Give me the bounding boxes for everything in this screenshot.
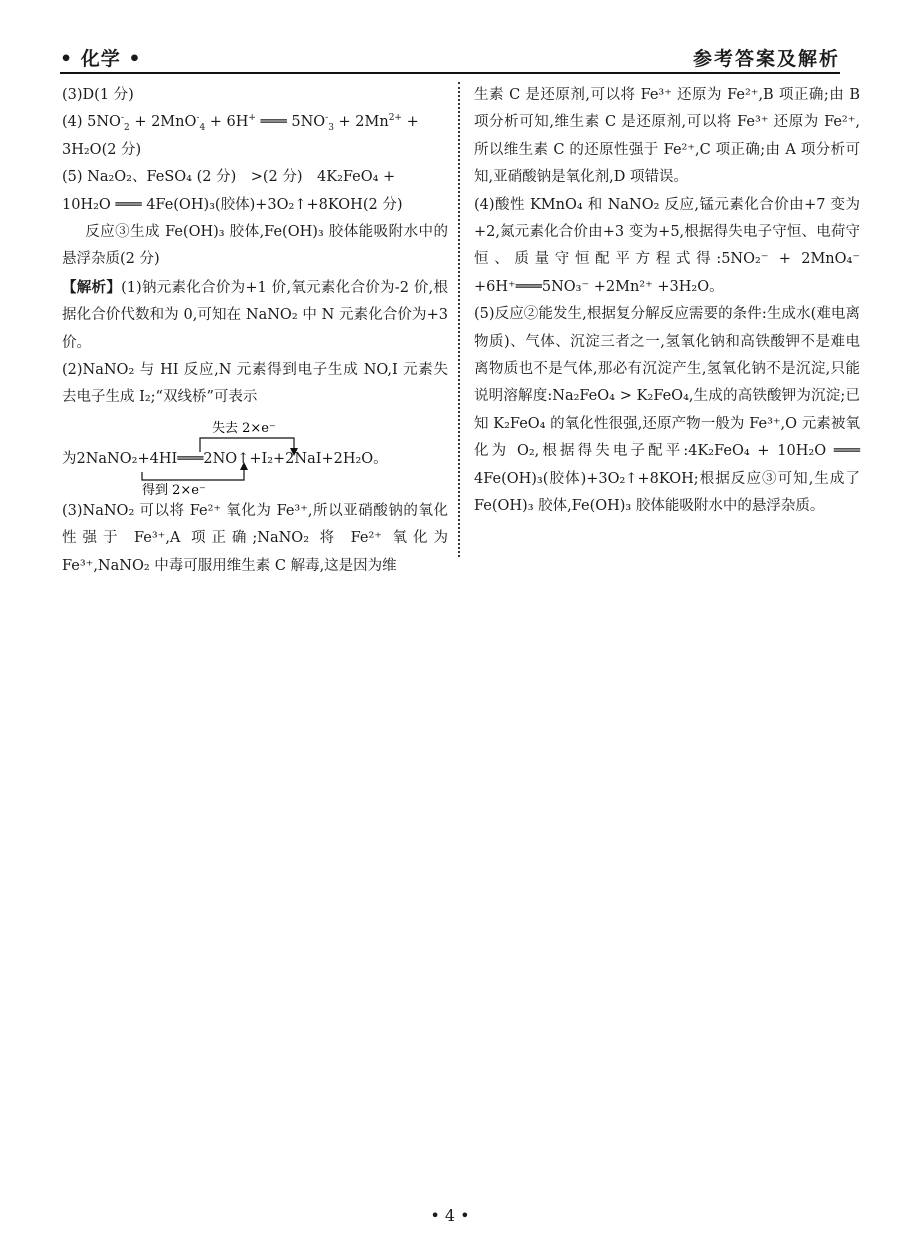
double-bridge-diagram [62, 414, 448, 496]
answer-5-line2: 10H₂O ═══ 4Fe(OH)₃(胶体)+3O₂↑+8KOH(2 分) [62, 196, 403, 213]
analysis-3-continued: 生素 C 是还原剂,可以将 Fe³⁺ 还原为 Fe²⁺,B 项正确;由 B 项分析可知,维生素 C 是还原剂,可以将 Fe³⁺ 还原为 Fe²⁺,所以维生素 C 的还原性强于 Fe²⁺,C 项正确;由 A 项分析可知,亚硝酸钠是氧化剂,D 项错误。 [474, 87, 860, 186]
header-rule [60, 72, 840, 74]
gain-electrons-label: 得到 2×e⁻ [142, 482, 206, 496]
analysis-4: (4)酸性 KMnO₄ 和 NaNO₂ 反应,锰元素化合价由+7 变为+2,氮元素化合价由+3 变为+5,根据得失电子守恒、电荷守恒、质量守恒配平方程式得:5NO₂⁻ + 2MnO₄⁻ +6H⁺═══5NO₃⁻ +2Mn²⁺ +3H₂O。 [474, 196, 860, 295]
redox-equation: 为2NaNO₂+4HI═══2NO↑+I₂+2NaI+2H₂O。 [62, 450, 388, 467]
analysis-3: (3)NaNO₂ 可以将 Fe²⁺ 氧化为 Fe³⁺,所以亚硝酸钠的氧化性强于 Fe³⁺,A 项正确;NaNO₂ 将 Fe²⁺ 氧化为 Fe³⁺,NaNO₂ 中毒可服用维生素 C 解毒,这是因为维 [62, 502, 448, 574]
answer-4-water: 3H₂O(2 分) [62, 141, 142, 158]
analysis-5: (5)反应②能发生,根据复分解反应需要的条件:生成水(难电离物质)、气体、沉淀三者之一,氢氧化钠和高铁酸钾不是难电离物质也不是气体,那必有沉淀产生,氢氧化钠不是沉淀,只能说明溶解度:Na₂FeO₄ > K₂FeO₄,生成的高铁酸钾为沉淀;已知 K₂FeO₄ 的氧化性很强,还原产物一般为 Fe³⁺,O 元素被氧化为 O₂,根据得失电子配平:4K₂FeO₄ + 10H₂O ═══ 4Fe(OH)₃(胶体)+3O₂↑+8KOH;根据反应③可知,生成了Fe(OH)₃ 胶体,Fe(OH)₃ 胶体能吸附水中的悬浮杂质。 [474, 306, 860, 515]
column-divider [458, 82, 460, 557]
answer-header: 参考答案及解析 [692, 48, 840, 70]
lose-electrons-label: 失去 2×e⁻ [212, 420, 276, 436]
answer-5-line1: (5) Na₂O₂、FeSO₄ (2 分) >(2 分) 4K₂FeO₄ + [62, 169, 396, 186]
analysis-2: (2)NaNO₂ 与 HI 反应,N 元素得到电子生成 NO,I 元素失去电子生成 I₂;“双线桥”可表示 [62, 362, 448, 406]
page-number: • 4 • [430, 1206, 470, 1225]
answer-4-equation: (4) $5NO^-_2 + 2MnO^-_4 + 6H^+$ ═══ $5NO^-_3 + 2Mn^{2+}$ + [62, 113, 419, 134]
left-column [62, 82, 448, 580]
answer-3: (3)D(1 分) [62, 87, 134, 103]
analysis-1: 【解析】(1)钠元素化合价为+1 价,氧元素化合价为-2 价,根据化合价代数和为 0,可知在 NaNO₂ 中 N 元素化合价为+3 价。 [62, 278, 448, 351]
subject-header: • 化学 • [60, 48, 142, 70]
answer-5-line3: 反应③生成 Fe(OH)₃ 胶体,Fe(OH)₃ 胶体能吸附水中的悬浮杂质(2 分) [62, 224, 448, 268]
analysis-label: 【解析】 [62, 278, 122, 296]
right-column [474, 82, 860, 521]
